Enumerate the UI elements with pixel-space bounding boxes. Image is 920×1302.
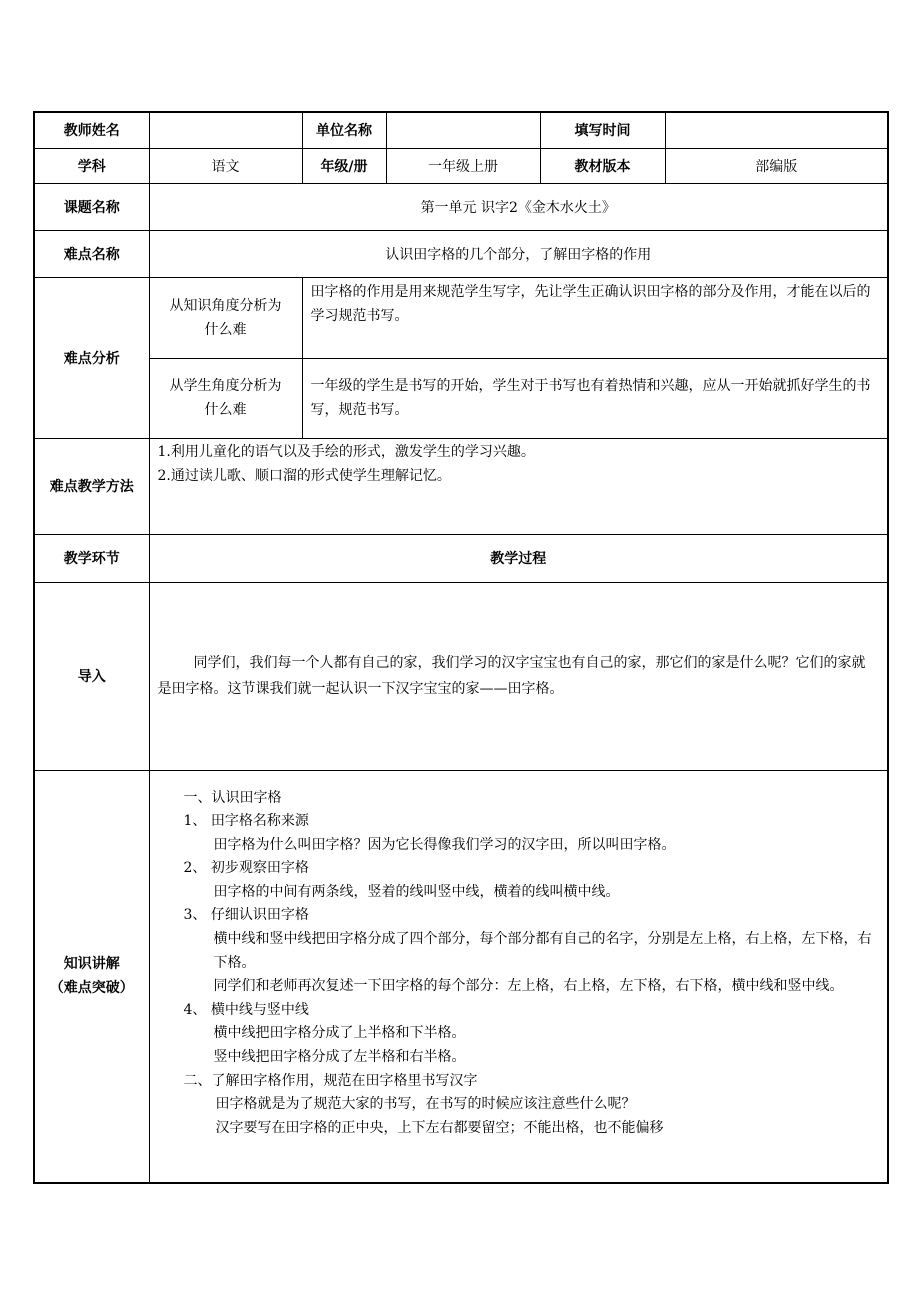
intro-row (34, 582, 888, 770)
subsection-heading: 3、 仔细认识田字格 (183, 907, 309, 924)
lesson-plan-sheet (33, 111, 887, 1184)
header-row-1 (34, 112, 888, 148)
teacher-name-label: 教师姓名 (34, 112, 149, 148)
edition-label: 教材版本 (540, 148, 665, 183)
analysis-knowledge-row (34, 277, 888, 358)
header-row-2 (34, 148, 888, 183)
analysis-student-row (34, 358, 888, 438)
knowledge-angle-text: 田字格的作用是用来规范学生写字，先让学生正确认识田字格的部分及作用，才能在以后的学习规范书写。 (302, 277, 888, 358)
intro-label: 导入 (34, 582, 149, 770)
knowledge-paragraph: 竖中线把田字格分成了左半格和右半格。 (213, 1049, 466, 1066)
student-angle-text: 一年级的学生是书写的开始，学生对于书写也有着热情和兴趣，应从一开始就抓好学生的书写，规范书写。 (302, 358, 888, 438)
topic-row (34, 183, 888, 230)
difficulty-value: 认识田字格的几个部分，了解田字格的作用 (149, 230, 888, 277)
method-item: 2.通过读儿歌、顺口溜的形式使学生理解记忆。 (157, 467, 451, 484)
knowledge-content (149, 770, 888, 1183)
subsection-heading: 2、 初步观察田字格 (183, 860, 309, 877)
grade-label: 年级/册 (302, 148, 386, 183)
fill-date-value (665, 112, 888, 148)
fill-date-label: 填写时间 (540, 112, 665, 148)
stage-header: 教学环节 (34, 534, 149, 582)
knowledge-paragraph: 横中线和竖中线把田字格分成了四个部分，每个部分都有自己的名字，分别是左上格，右上格，左下格，右下格。 (213, 931, 872, 971)
knowledge-row (34, 770, 888, 1183)
subject-label: 学科 (34, 148, 149, 183)
subsection-heading: 4、 横中线与竖中线 (183, 1001, 309, 1018)
knowledge-paragraph: 同学们和老师再次复述一下田字格的每个部分：左上格，右上格，左下格，右下格，横中线和竖中线。 (213, 978, 844, 995)
edition-value: 部编版 (665, 148, 888, 183)
knowledge-angle-label (149, 277, 302, 358)
difficulty-label: 难点名称 (34, 230, 149, 277)
section-heading: 一、认识田字格 (183, 789, 282, 806)
process-header: 教学过程 (149, 534, 888, 582)
subject-value: 语文 (149, 148, 302, 183)
method-content (149, 438, 888, 534)
knowledge-label-line-1: 知识讲解 (63, 956, 120, 972)
section-heading: 二、了解田字格作用，规范在田字格里书写汉字 (183, 1072, 478, 1089)
knowledge-angle-label-line-1: 从知识角度分析为 (169, 297, 282, 314)
knowledge-lines (158, 787, 882, 1182)
method-row (34, 438, 888, 534)
student-angle-label-line-2: 什么难 (204, 402, 247, 418)
unit-name-label: 单位名称 (302, 112, 386, 148)
knowledge-paragraph: 横中线把田字格分成了上半格和下半格。 (213, 1025, 466, 1042)
analysis-label: 难点分析 (34, 277, 149, 438)
knowledge-paragraph: 汉字要写在田字格的正中央，上下左右都要留空；不能出格，也不能偏移 (215, 1119, 664, 1136)
method-label: 难点教学方法 (34, 438, 149, 534)
knowledge-label-line-2: （难点突破） (49, 980, 134, 996)
lesson-plan-table (33, 111, 889, 1184)
knowledge-paragraph: 田字格就是为了规范大家的书写，在书写的时候应该注意些什么呢？ (215, 1096, 636, 1113)
knowledge-angle-label-line-2: 什么难 (204, 321, 247, 338)
topic-label: 课题名称 (34, 183, 149, 230)
knowledge-paragraph: 田字格为什么叫田字格？因为它长得像我们学习的汉字田，所以叫田字格。 (213, 836, 676, 853)
difficulty-row (34, 230, 888, 277)
teacher-name-value (149, 112, 302, 148)
unit-name-value (386, 112, 540, 148)
grade-value: 一年级上册 (386, 148, 540, 183)
knowledge-label (34, 770, 149, 1183)
topic-value: 第一单元 识字2《金木水火土》 (149, 183, 888, 230)
subsection-heading: 1、 田字格名称来源 (183, 813, 309, 830)
method-item: 1.利用儿童化的语气以及手绘的形式，激发学生的学习兴趣。 (157, 443, 535, 460)
process-header-row (34, 534, 888, 582)
intro-text: 同学们，我们每一个人都有自己的家，我们学习的汉字宝宝也有自己的家，那它们的家是什么呢？它们的家就是田字格。这节课我们就一起认识一下汉字宝宝的家——田字格。 (149, 582, 888, 770)
knowledge-paragraph: 田字格的中间有两条线，竖着的线叫竖中线，横着的线叫横中线。 (213, 883, 620, 900)
student-angle-label (149, 358, 302, 438)
student-angle-label-line-1: 从学生角度分析为 (169, 378, 282, 394)
